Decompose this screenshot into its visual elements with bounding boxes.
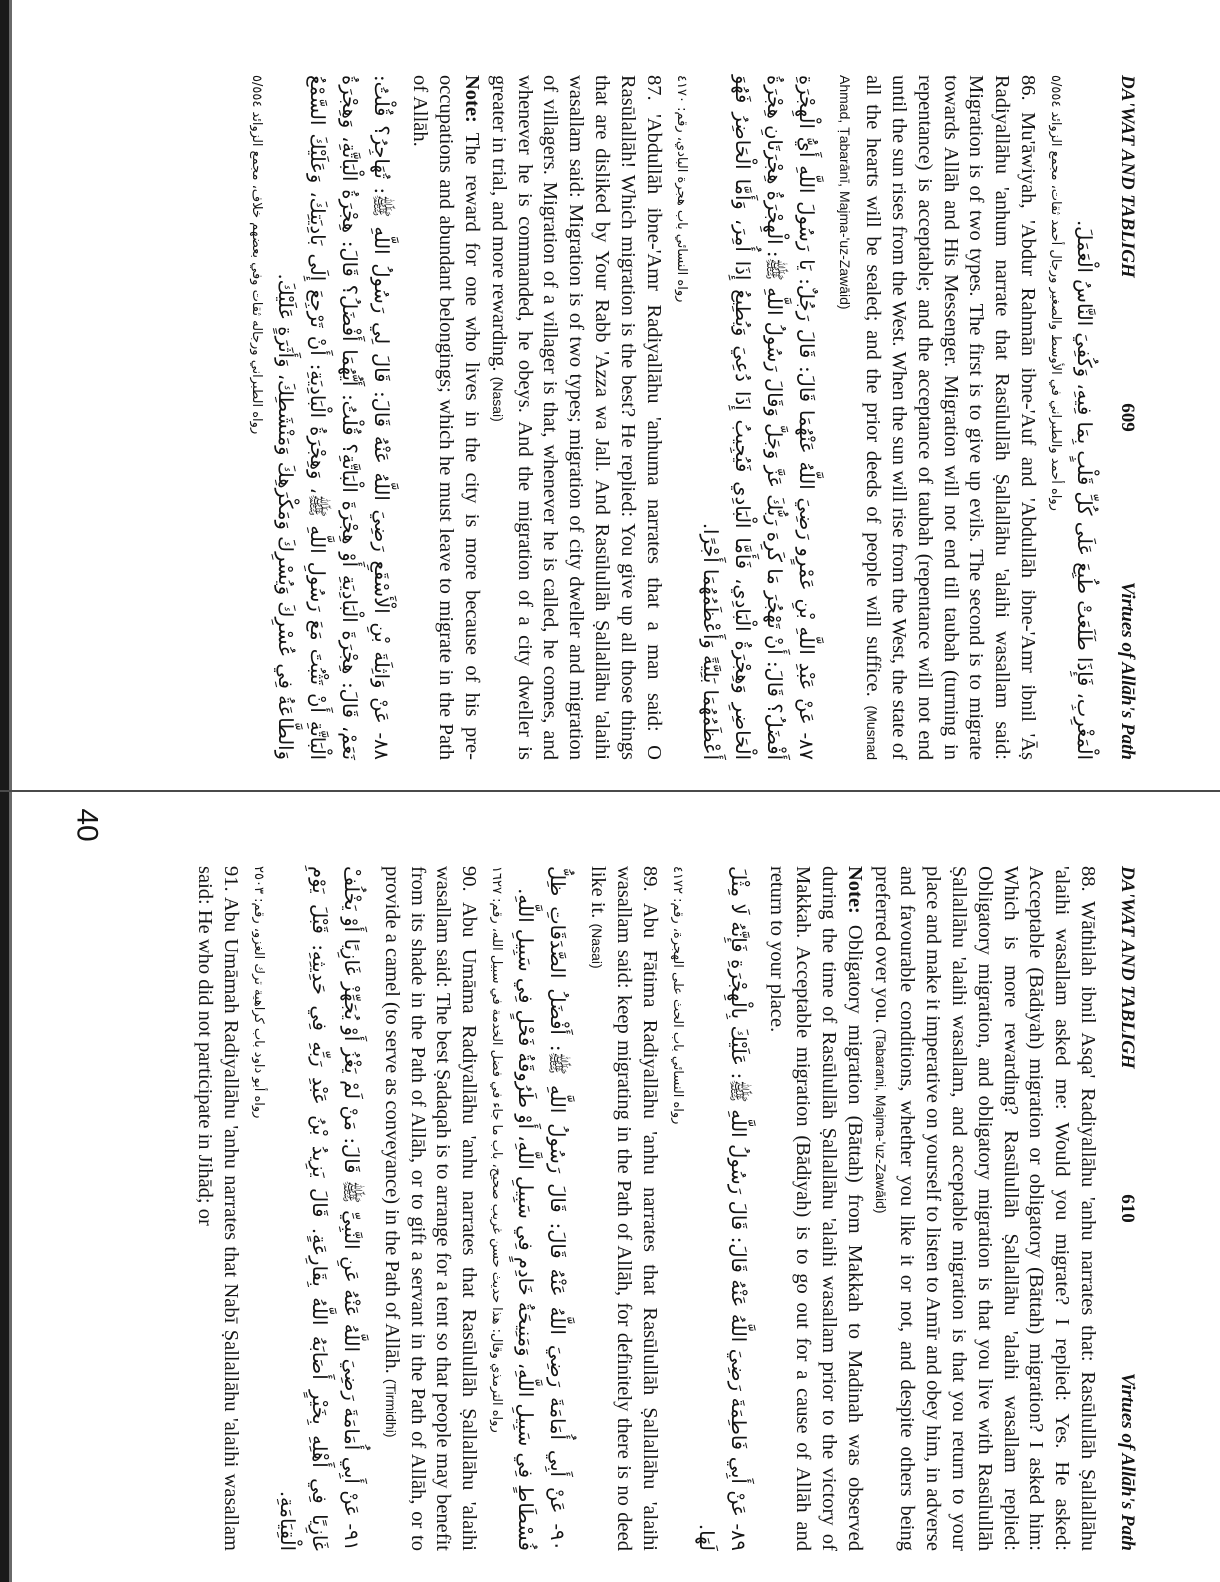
- hadith-88-arabic: ٨٨- عَنْ وَاثِلَةَ بْنِ الْأَسْقَعِ رَضِيَ اللَّهُ عَنْهُ قَالَ: قَالَ لِي رَسُولُ اللَّهِ ﷺ: تُهَاجِرُ؟ قُلْتُ: نَعَمْ، قَالَ: هِجْرَةَ الْبَادِيَةِ أَوْ هِجْرَةَ الْبَاتَّةِ؟ قُلْتُ: أَيُّهُمَا أَفْضَلُ؟ قَالَ: هِجْرَةُ الْبَاتَّةِ، وَهِجْرَةُ الْبَاتَّةِ أَنْ تَثْبُتَ مَعَ رَسُولِ اللَّهِ ﷺ، وَهِجْرَةُ الْبَادِيَةِ: أَنْ تَرْجِعَ إِلَى بَادِيَتِكَ، وَعَلَيْكَ السَّمْعُ وَالطَّاعَةُ فِي عُسْرِكَ وَيُسْرِكَ وَمَكْرَهِكَ وَمَنْشَطِكَ، وَأَثَرَةٍ عَلَيْكَ.: [273, 75, 393, 760]
- arabic-reference: رواه أحمد والطبراني في الأوسط والصغير ورجال أحمد ثقات، مجمع الزوائد ٥/٥٥٤: [1048, 75, 1063, 511]
- page-609: [88, 75, 1148, 760]
- arabic-reference: رواه النسائي باب الحث على الهجرة، رقم: ٤١٧٢: [669, 866, 685, 1125]
- page-number: 610: [1117, 1194, 1138, 1223]
- hadith-source: (Musnad Ahmad, Ṭabarānī, Majma-'uz-Zawāid): [837, 75, 881, 761]
- hadith-89-translation: [583, 866, 661, 1551]
- hadith-89-arabic: ٨٩- عَنْ أَبِي فَاطِمَةَ رَضِيَ اللَّهُ عَنْهُ قَالَ: قَالَ رَسُولُ اللَّهِ ﷺ: عَلَيْكَ بِالْهِجْرَةِ فَإِنَّهُ لَا مِثْلَ لَهَا.: [694, 866, 750, 1551]
- arabic-text: الْمَغْرِبِ، فَإِذَا طَلَعَتْ طُبِعَ عَلَى كُلِّ قَلْبٍ بِمَا فِيهِ، وَكُفِيَ النَّاسُ الْعَمَلَ.: [1073, 219, 1096, 760]
- page-609-header: [1106, 75, 1140, 760]
- hadith-source: (Nasai): [589, 923, 606, 969]
- hadith-source: (Nasai): [489, 376, 506, 422]
- header-chapter-title: Virtues of Allāh's Path: [1117, 581, 1138, 760]
- hadith-88-translation: [764, 866, 1100, 1551]
- hadith-text: 89. Abu Fātima Radiyallāhu 'anhu narrates that Rasūlullāh Ṣallallāhu 'alaihi wasallam said: keep migrating in the Path of Allāh, for definitely there is no deed like it.: [587, 866, 661, 1551]
- hadith-text: 88. Wāthilah ibnil Asqa' Radiyallāhu 'anhu narrates that: Rasūlullāh Ṣallallāhu 'alaihi wasallam asked me: Would you migrate? I replied: Yes. He asked: Acceptable (Bādiyah) migration or obligatory (Bāttah) migration? I asked him: Which is more rewarding? Rasūlullāh Ṣallallāhu 'alaihi wasallam replied: Obligatory migration, and obligatory migration is that you live with Rasūlullāh Ṣallallāhu 'alaihi wasallam, and acceptable migration is that you return to your place and make it imperative on yourself to listen to Amīr and obey him, in adverse and favourable conditions, whether you like it or not, and despite others being preferred over you.: [870, 866, 1099, 1551]
- arabic-reference: رواه النسائي باب هجرة البادي، رقم: ٤١٧٠: [673, 75, 689, 303]
- hadith-91-arabic: ٩١- عَنْ أَبِي أُمَامَةَ رَضِيَ اللَّهُ عَنْهُ عَنِ النَّبِيِّ ﷺ قَالَ: مَنْ لَمْ يَغْزُ أَوْ يُجَهِّزْ غَازِيًا أَوْ يَخْلُفْ غَازِيًا فِي أَهْلِهِ بِخَيْرٍ أَصَابَهُ اللَّهُ بِقَارِعَةٍ. قَالَ يَزِيدُ بْنُ عَبْدِ رَبِّهِ فِي حَدِيثِهِ: قَبْلَ يَوْمِ الْقِيَامَةِ.: [276, 866, 364, 1551]
- arabic-reference: رواه الطبراني ورجاله ثقات وفي بعضهم خلاف، مجمع الزوائد ٥/٥٥٤: [248, 75, 264, 435]
- hadith-87-arabic: ٨٧- عَنْ عَبْدِ اللَّهِ بْنِ عَمْرٍو رَضِيَ اللَّهُ عَنْهُمَا قَالَ: قَالَ رَجُلٌ: يَا رَسُولَ اللَّهِ أَيُّ الْهِجْرَةِ أَفْضَلُ؟ قَالَ: أَنْ تَهْجُرَ مَا كَرِهَ رَبُّكَ عَزَّ وَجَلَّ وَقَالَ رَسُولُ اللَّهِ ﷺ: الْهِجْرَةُ هِجْرَتَانِ هِجْرَةُ الْحَاضِرِ وَهِجْرَةُ الْبَادِي، فَأَمَّا الْبَادِي فَيُجِيبُ إِذَا دُعِيَ وَيُطِيعُ إِذَا أُمِرَ، وَأَمَّا الْحَاضِرُ فَهُوَ أَعْظَمُهُمَا بَلِيَّةً وَأَعْظَمُهُمَا أَجْرًا.: [698, 75, 818, 760]
- arabic-reference: رواه الترمذي وقال: هذا حديث حسن غريب صحيح، باب ما جاء في فضل الخدمة في سبيل الله، رقم: ١٦٢٧: [489, 866, 505, 1433]
- hadith-source: (Tirmidhi): [382, 1378, 399, 1438]
- hadith-source: (Tabarani, Majma-'uz-Zawāid): [872, 1028, 889, 1214]
- hadith-90-translation: [377, 866, 481, 1551]
- header-chapter-title: Virtues of Allāh's Path: [1117, 1372, 1138, 1551]
- hadith-text: 91. Abu Umāmah Radiyallāhu 'anhu narrates that Nabī Ṣallallāhu 'alaihi wasallam said: He who did not participate in Jihād; or: [194, 866, 243, 1551]
- hadith-text: 90. Abu Umāma Radiyallāhu 'anhu narrates that Rasūlullāh Ṣallallāhu 'alaihi wasallam said: The best Ṣadaqah is to arrange for a tent so that people may benefit from its shade in the Path of Allāh, or to gift a servant in the Path of Allāh, or to provide a camel (to serve as conveyance) in the Path of Allāh.: [380, 866, 481, 1551]
- arabic-reference: رواه أبو داود باب كراهية ترك الغزو، رقم: ٢٥٠٣: [251, 866, 267, 1119]
- note-label: Note:: [461, 75, 484, 123]
- hadith-90-arabic: ٩٠- عَنْ أَبِي أُمَامَةَ رَضِيَ اللَّهُ عَنْهُ قَالَ: قَالَ رَسُولُ اللَّهِ ﷺ: أَفْضَلُ الصَّدَقَاتِ ظِلُّ فُسْطَاطٍ فِي سَبِيلِ اللَّهِ، وَمَنِيحَةُ خَادِمٍ فِي سَبِيلِ اللَّهِ، أَوْ طَرُوقَةُ فَحْلٍ فِي سَبِيلِ اللَّهِ.: [514, 866, 570, 1551]
- note-text: Obligatory migration (Bāttah) from Makkah to Madinah was observed during the time of Rasūlullāh Ṣallallāhu 'alaihi wasallam prior to the victory of Makkah. Acceptable migration (Bādiyah) is to go out for a cause of Allāh and return to your place.: [766, 866, 866, 1552]
- hadith-text: 87. 'Abdullāh ibne-'Amr Radiyallāhu 'anhuma narrates that a man said: O Rasūlallāh! Which migration is the best? He replied: You give up all those things that are disliked by Your Rabb 'Azza wa Jall. And Rasūlullāh Ṣallallāhu 'alaihi wasallam said: Migration is of two types; migration of city dweller and migration of villagers. Migration of a villager is that, whenever he is called, he comes, and whenever he is commanded, he obeys. And the migration of a city dweller is greater in trial, and more rewarding.: [487, 75, 665, 760]
- page-610-header: [1106, 866, 1140, 1551]
- header-book-title: DA'WAT AND TABLIGH: [1117, 75, 1138, 278]
- page-610: [88, 866, 1148, 1551]
- page-number: 609: [1117, 403, 1138, 432]
- hadith-86-translation: [832, 75, 1040, 760]
- hadith-87-translation: [407, 75, 666, 760]
- handwritten-page-number: 40: [70, 808, 104, 842]
- note-text: The reward for one who lives in the city is more because of his pre-occupations and abundant belongings; which he must leave to migrate in the Path of Allāh.: [409, 75, 484, 760]
- note-label: Note:: [843, 866, 866, 914]
- hadith-91-translation: [191, 866, 243, 1551]
- hadith-text: 86. Mu'āwiyah, 'Abdur Rahmān ibne-'Auf and 'Abdullāh ibne-'Amr ibnil 'Āṣ Radiyallāhu 'anhum narrate that Rasūlullāh Ṣallallāhu 'alaihi wasallam said: Migration is of two types. The first is to give up evils. The second is to migrate towards Allāh and His Messenger. Migration will not end till taubah (turning in repentance) is acceptable; and the acceptance of taubah (repentance will not end until the sun rises from the West. When the sun will rise from the West, the state of all the hearts will be sealed; and the prior deeds of people will suffice.: [862, 75, 1039, 760]
- header-book-title: DA'WAT AND TABLIGH: [1117, 866, 1138, 1069]
- page-610-area: [0, 791, 1220, 1582]
